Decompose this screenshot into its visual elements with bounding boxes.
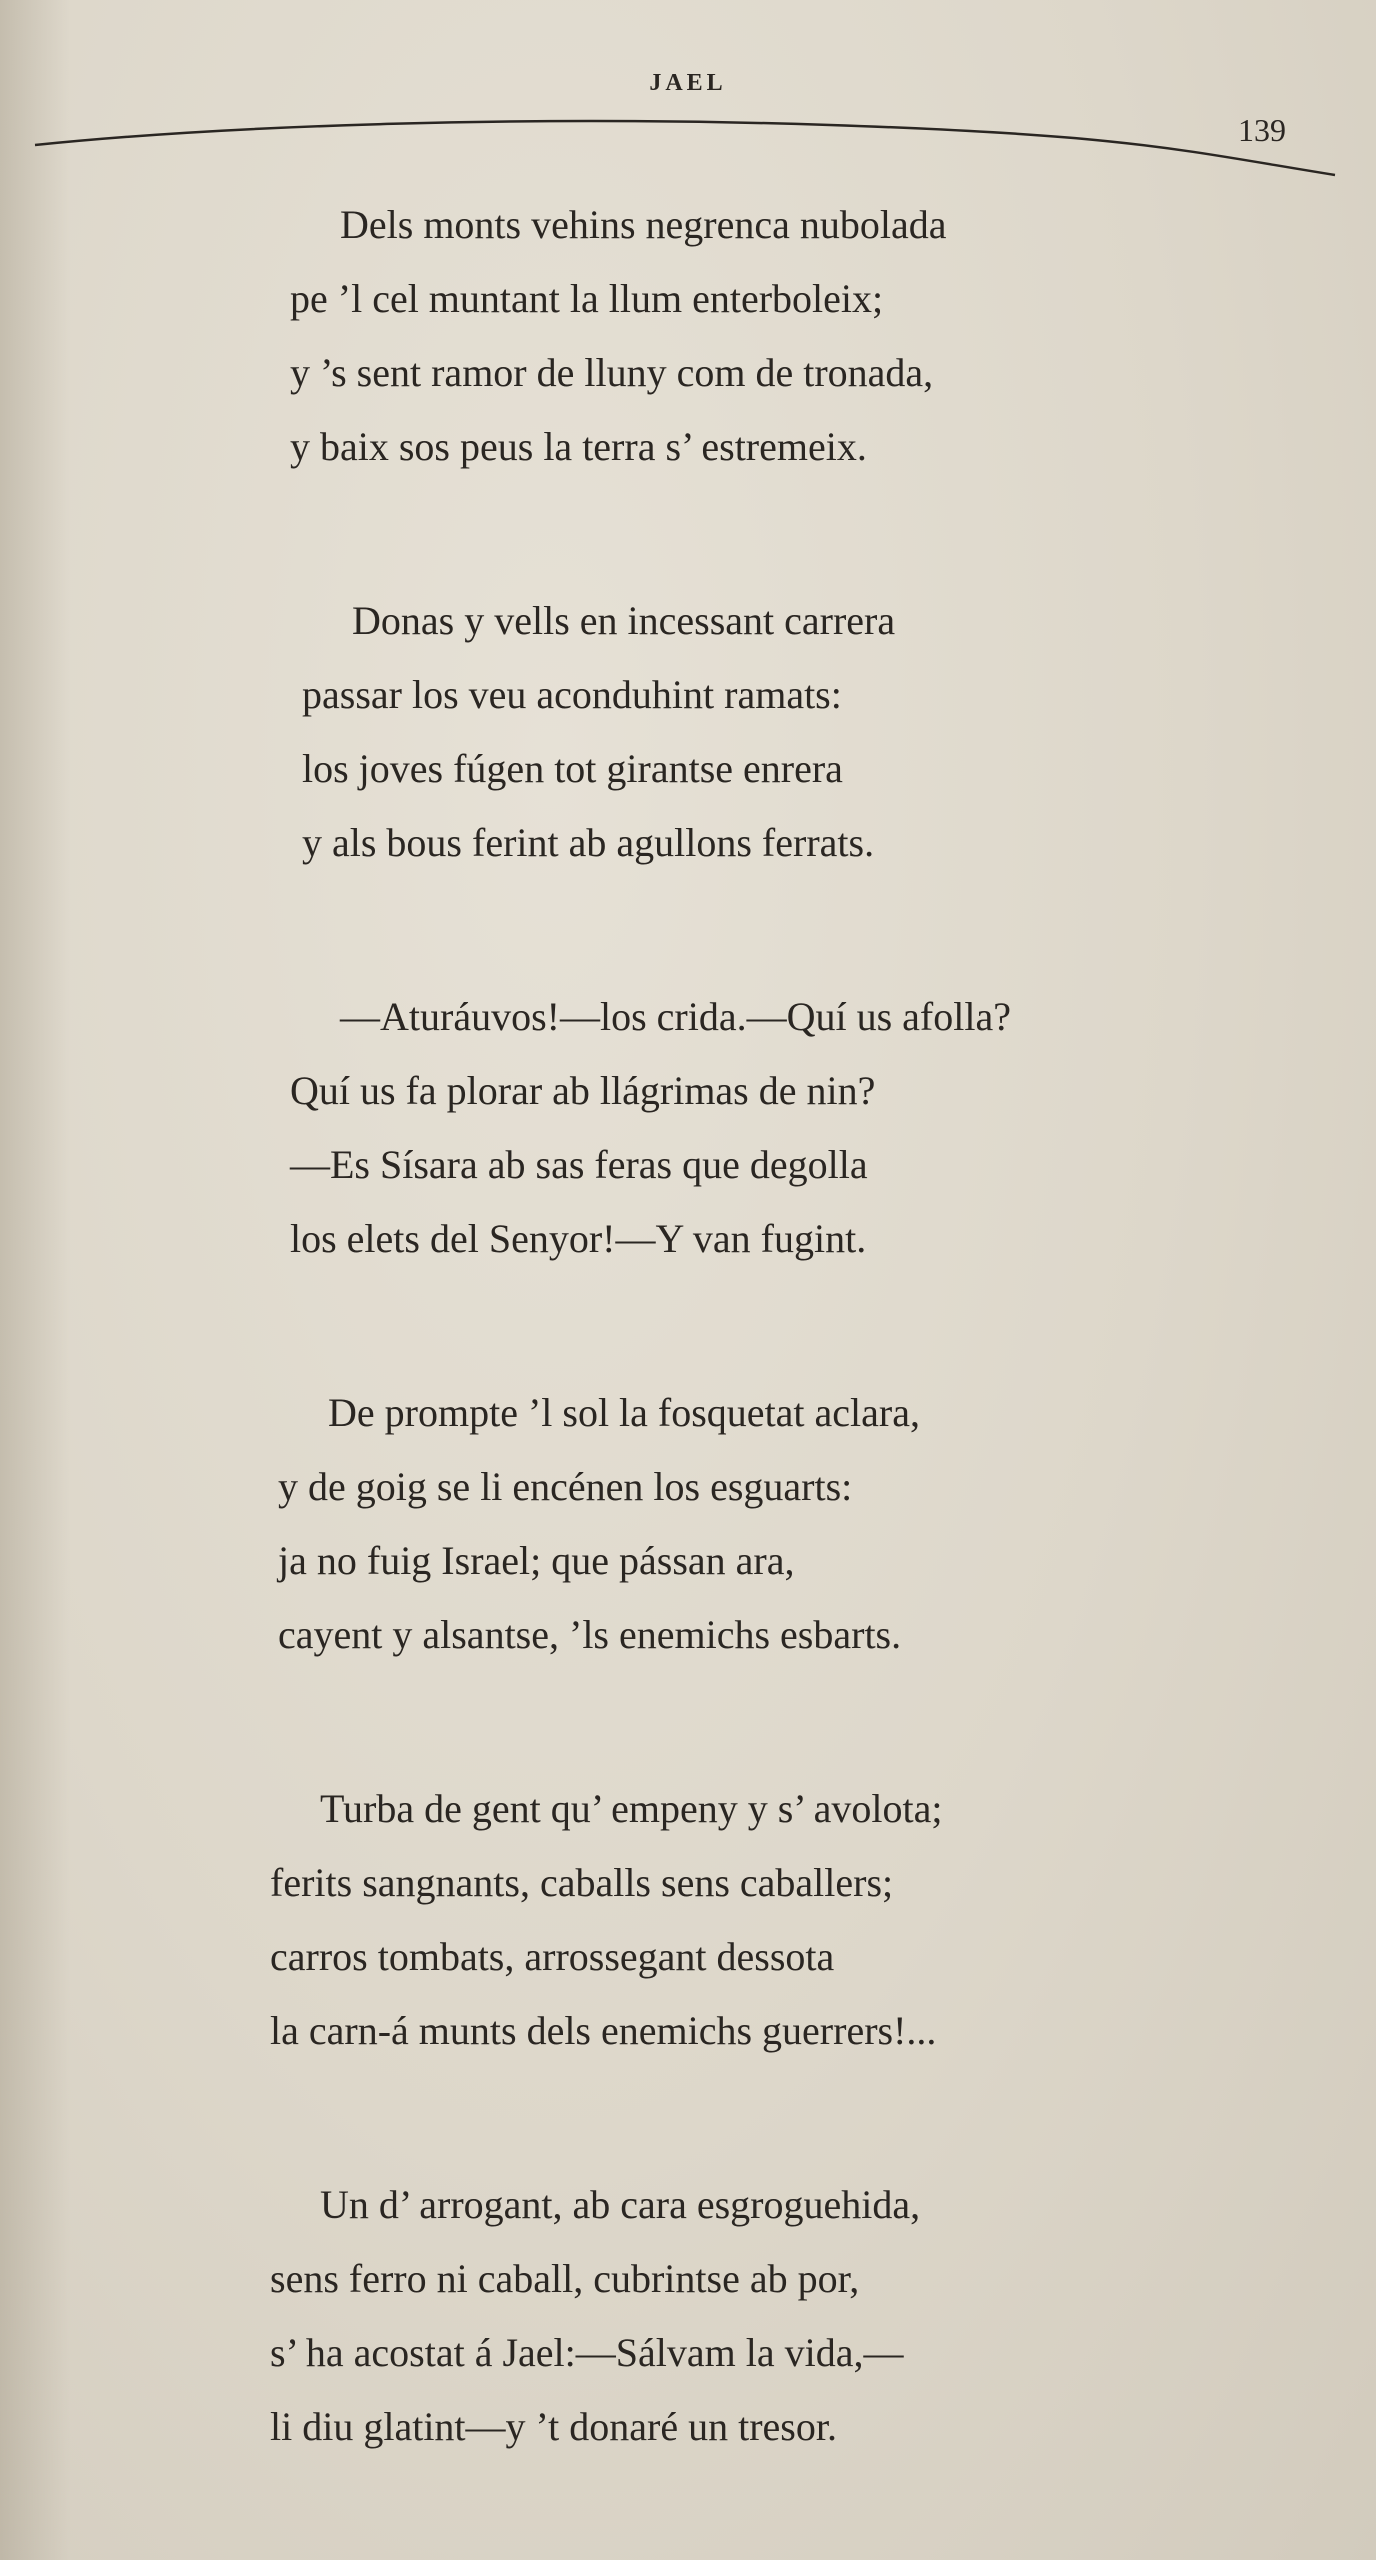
poem-line: y de goig se li encénen los esguarts: bbox=[278, 1464, 853, 1509]
stanza-4 bbox=[278, 1376, 1078, 1672]
stanza-spacer bbox=[290, 1672, 1090, 1772]
poem-line: Donas y vells en incessant carrera bbox=[352, 598, 896, 643]
stanza-3 bbox=[290, 980, 1090, 1276]
stanza-6 bbox=[270, 2168, 1070, 2464]
poem-line: passar los veu aconduhint ramats: bbox=[302, 672, 842, 717]
stanza-2 bbox=[302, 584, 1102, 880]
stanza-5 bbox=[270, 1772, 1070, 2068]
poem-line: ferits sangnants, caballs sens caballers; bbox=[270, 1860, 894, 1905]
poem-line: y als bous ferint ab agullons ferrats. bbox=[302, 820, 875, 865]
running-title: JAEL bbox=[649, 70, 727, 96]
poem-line: y ’s sent ramor de lluny com de tronada, bbox=[290, 350, 934, 395]
poem-line: Turba de gent qu’ empeny y s’ avolota; bbox=[320, 1786, 943, 1831]
poem-line: De prompte ’l sol la fosquetat aclara, bbox=[328, 1390, 920, 1435]
poem-line: —Aturáuvos!—los crida.—Quí us afolla? bbox=[340, 994, 1011, 1039]
poem-line: los joves fúgen tot girantse enrera bbox=[302, 746, 843, 791]
stanza-spacer bbox=[290, 2068, 1090, 2168]
poem-line: pe ’l cel muntant la llum enterboleix; bbox=[290, 276, 884, 321]
poem-line: s’ ha acostat á Jael:—Sálvam la vida,— bbox=[270, 2330, 904, 2375]
poem-line: la carn-á munts dels enemichs guerrers!... bbox=[270, 2008, 937, 2053]
poem-line: ja no fuig Israel; que pássan ara, bbox=[278, 1538, 795, 1583]
header-rule bbox=[30, 105, 1340, 195]
poem-line: Quí us fa plorar ab llágrimas de nin? bbox=[290, 1068, 876, 1113]
stanza-spacer bbox=[290, 880, 1090, 980]
poem-line: Dels monts vehins negrenca nubolada bbox=[340, 202, 947, 247]
page-number: 139 bbox=[1238, 112, 1286, 148]
poem-line: Un d’ arrogant, ab cara esgroguehida, bbox=[320, 2182, 921, 2227]
stanza-1 bbox=[290, 188, 1090, 484]
stanza-spacer bbox=[290, 484, 1090, 584]
poem-line: y baix sos peus la terra s’ estremeix. bbox=[290, 424, 867, 469]
poem-line: —Es Sísara ab sas feras que degolla bbox=[290, 1142, 868, 1187]
poem-line: carros tombats, arrossegant dessota bbox=[270, 1934, 835, 1979]
stanza-spacer bbox=[290, 1276, 1090, 1376]
poem-line: los elets del Senyor!—Y van fugint. bbox=[290, 1216, 867, 1261]
poem-line: sens ferro ni caball, cubrintse ab por, bbox=[270, 2256, 860, 2301]
poem bbox=[270, 188, 1090, 2464]
poem-line: cayent y alsantse, ’ls enemichs esbarts. bbox=[278, 1612, 902, 1657]
poem-line: li diu glatint—y ’t donaré un tresor. bbox=[270, 2404, 837, 2449]
